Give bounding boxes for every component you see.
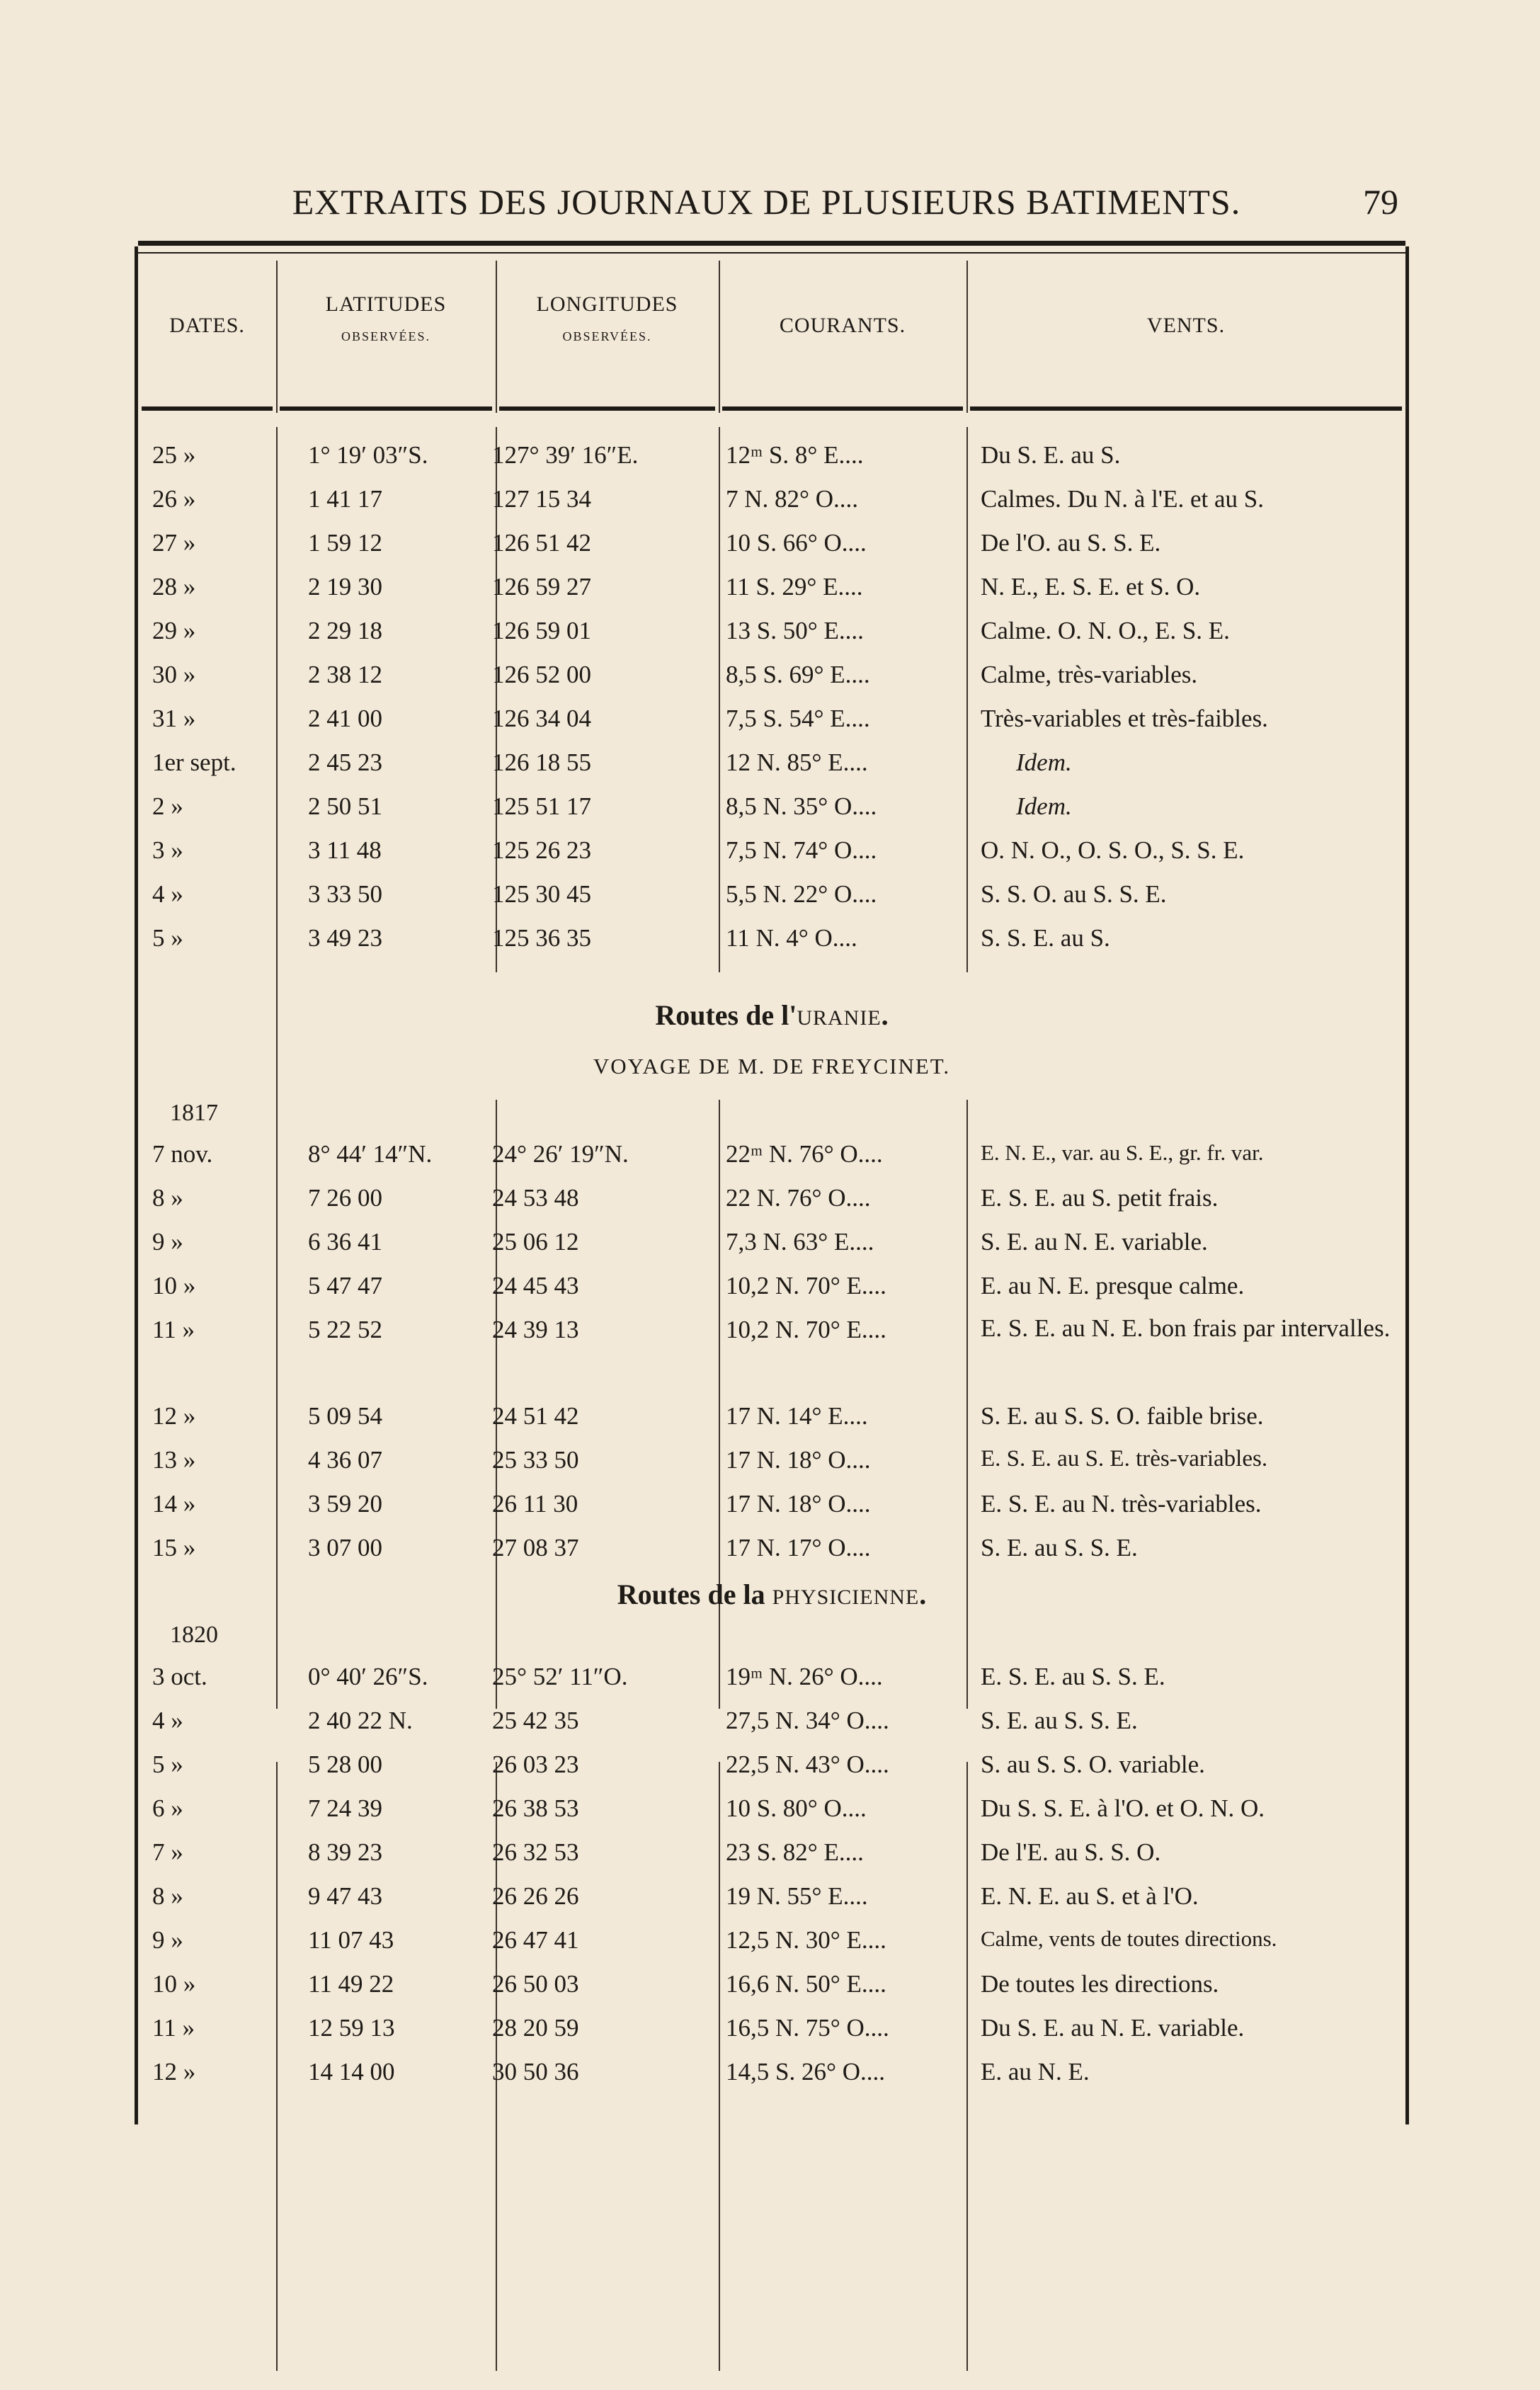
cell-courant: 8,5 N. 35° O.... [726, 792, 877, 820]
table-row [138, 924, 1405, 968]
cell-latitude: 3 33 50 [308, 880, 382, 908]
table-row [138, 1140, 1405, 1184]
cell-longitude: 125 30 45 [492, 880, 591, 908]
cell-date: 8 » [152, 1882, 183, 1910]
cell-latitude: 8 39 23 [308, 1838, 382, 1866]
cell-date: 3 » [152, 836, 183, 864]
cell-courant: 17 N. 17° O.... [726, 1534, 871, 1561]
cell-date: 7 » [152, 1838, 183, 1866]
cell-longitude: 26 38 53 [492, 1794, 579, 1822]
cell-date: 27 » [152, 529, 196, 557]
cell-courant: 7,3 N. 63° E.... [726, 1228, 874, 1256]
cell-date: 12 » [152, 2058, 196, 2085]
page-header [135, 181, 1398, 231]
cell-longitude: 26 50 03 [492, 1970, 579, 1998]
cell-date: 6 » [152, 1794, 183, 1822]
cell-longitude: 127 15 34 [492, 485, 591, 513]
table-frame [135, 246, 1409, 2124]
table-row [138, 1184, 1405, 1228]
table-row [138, 1316, 1405, 1394]
cell-longitude: 126 51 42 [492, 529, 591, 557]
table-row [138, 441, 1405, 485]
cell-courant: 8,5 S. 69° E.... [726, 661, 870, 688]
cell-latitude: 12 59 13 [308, 2014, 395, 2042]
cell-latitude: 5 09 54 [308, 1402, 382, 1430]
table-row [138, 1970, 1405, 2014]
cell-longitude: 26 32 53 [492, 1838, 579, 1866]
cell-date: 13 » [152, 1446, 196, 1474]
cell-date: 4 » [152, 1707, 183, 1734]
cell-courant: 10,2 N. 70° E.... [726, 1272, 886, 1299]
table-row [138, 1446, 1405, 1490]
year-label: 1817 [170, 1100, 218, 1126]
cell-date: 31 » [152, 705, 196, 732]
cell-longitude: 126 59 01 [492, 617, 591, 644]
cell-date: 28 » [152, 573, 196, 601]
cell-date: 26 » [152, 485, 196, 513]
cell-longitude: 24° 26′ 19″N. [492, 1140, 629, 1168]
cell-date: 14 » [152, 1490, 196, 1518]
table-row [138, 1490, 1405, 1534]
cell-vents: S. E. au S. S. O. faible brise. [981, 1402, 1264, 1430]
cell-longitude: 27 08 37 [492, 1534, 579, 1561]
cell-vents: Idem. [1016, 749, 1072, 776]
cell-longitude: 125 26 23 [492, 836, 591, 864]
cell-courant: 17 N. 14° E.... [726, 1402, 868, 1430]
cell-courant: 11 S. 29° E.... [726, 573, 863, 601]
cell-vents: De l'E. au S. S. O. [981, 1838, 1161, 1866]
cell-date: 11 » [152, 2014, 195, 2042]
table-row [138, 1882, 1405, 1926]
table-row [138, 1272, 1405, 1316]
cell-vents: N. E., E. S. E. et S. O. [981, 573, 1201, 601]
cell-date: 8 » [152, 1184, 183, 1212]
cell-courant: 16,5 N. 75° O.... [726, 2014, 889, 2042]
cell-courant: 19ᵐ N. 26° O.... [726, 1663, 883, 1690]
section-title-uranie: Routes de l'URANIE. [655, 999, 889, 1031]
table-row [138, 1228, 1405, 1272]
cell-vents: Idem. [1016, 792, 1072, 820]
table-row [138, 1402, 1405, 1446]
cell-vents: S. E. au N. E. variable. [981, 1228, 1208, 1256]
table-row [138, 661, 1405, 705]
cell-longitude: 26 11 30 [492, 1490, 578, 1518]
column-header-latitudes: LATITUDES OBSERVÉES. [325, 292, 447, 343]
cell-latitude: 14 14 00 [308, 2058, 395, 2085]
table-row [138, 792, 1405, 836]
cell-courant: 5,5 N. 22° O.... [726, 880, 877, 908]
cell-courant: 16,6 N. 50° E.... [726, 1970, 886, 1998]
cell-vents: De toutes les directions. [981, 1970, 1219, 1998]
table-row [138, 1663, 1405, 1707]
table-row [138, 573, 1405, 617]
cell-courant: 7,5 N. 74° O.... [726, 836, 877, 864]
cell-longitude: 30 50 36 [492, 2058, 579, 2085]
cell-date: 12 » [152, 1402, 196, 1430]
cell-latitude: 9 47 43 [308, 1882, 382, 1910]
cell-longitude: 25 06 12 [492, 1228, 579, 1256]
cell-longitude: 24 53 48 [492, 1184, 579, 1212]
cell-date: 5 » [152, 924, 183, 952]
table-row [138, 617, 1405, 661]
cell-vents: S. E. au S. S. E. [981, 1707, 1138, 1734]
table-row [138, 749, 1405, 792]
cell-vents: E. S. E. au S. E. très-variables. [981, 1446, 1268, 1472]
table-row [138, 529, 1405, 573]
cell-latitude: 5 28 00 [308, 1751, 382, 1778]
cell-latitude: 1 59 12 [308, 529, 382, 557]
cell-latitude: 3 49 23 [308, 924, 382, 952]
cell-latitude: 1 41 17 [308, 485, 382, 513]
cell-latitude: 7 26 00 [308, 1184, 382, 1212]
cell-date: 10 » [152, 1272, 196, 1299]
cell-vents: Calme, très-variables. [981, 661, 1198, 688]
cell-date: 25 » [152, 441, 196, 469]
column-header-vents: VENTS. [1146, 314, 1226, 337]
voyage-subtitle: VOYAGE DE M. DE FREYCINET. [593, 1054, 951, 1079]
cell-vents: E. S. E. au S. petit frais. [981, 1184, 1219, 1212]
cell-vents: E. S. E. au S. S. E. [981, 1663, 1165, 1690]
table-row [138, 485, 1405, 529]
cell-courant: 10 S. 80° O.... [726, 1794, 867, 1822]
cell-courant: 19 N. 55° E.... [726, 1882, 868, 1910]
page-title: EXTRAITS DES JOURNAUX DE PLUSIEURS BATIMENTS. [292, 182, 1241, 222]
cell-vents: Du S. S. E. à l'O. et O. N. O. [981, 1794, 1265, 1822]
cell-longitude: 24 45 43 [492, 1272, 579, 1299]
cell-vents: E. N. E. au S. et à l'O. [981, 1882, 1199, 1910]
cell-date: 29 » [152, 617, 196, 644]
cell-latitude: 5 22 52 [308, 1316, 382, 1343]
cell-date: 11 » [152, 1316, 195, 1343]
cell-date: 1er sept. [152, 749, 236, 776]
cell-latitude: 7 24 39 [308, 1794, 382, 1822]
cell-vents: E. S. E. au N. E. bon frais par intervalles. [981, 1314, 1391, 1342]
cell-latitude: 2 29 18 [308, 617, 382, 644]
table-row [138, 1707, 1405, 1751]
cell-longitude: 26 03 23 [492, 1751, 579, 1778]
cell-courant: 13 S. 50° E.... [726, 617, 864, 644]
table-row [138, 1751, 1405, 1794]
cell-longitude: 126 59 27 [492, 573, 591, 601]
cell-date: 3 oct. [152, 1663, 207, 1690]
cell-courant: 14,5 S. 26° O.... [726, 2058, 885, 2085]
cell-vents: O. N. O., O. S. O., S. S. E. [981, 836, 1245, 864]
cell-courant: 7 N. 82° O.... [726, 485, 859, 513]
cell-courant: 11 N. 4° O.... [726, 924, 857, 952]
cell-courant: 22ᵐ N. 76° O.... [726, 1140, 883, 1168]
cell-date: 2 » [152, 792, 183, 820]
cell-latitude: 6 36 41 [308, 1228, 382, 1256]
cell-date: 4 » [152, 880, 183, 908]
column-header-longitudes: LONGITUDES OBSERVÉES. [536, 292, 678, 343]
table-row [138, 880, 1405, 924]
cell-latitude: 2 41 00 [308, 705, 382, 732]
cell-latitude: 5 47 47 [308, 1272, 382, 1299]
cell-latitude: 2 38 12 [308, 661, 382, 688]
cell-latitude: 11 07 43 [308, 1926, 394, 1954]
year-label: 1820 [170, 1622, 218, 1648]
table-row [138, 1926, 1405, 1970]
cell-vents: Du S. E. au S. [981, 441, 1121, 469]
cell-date: 9 » [152, 1228, 183, 1256]
table-row [138, 836, 1405, 880]
cell-longitude: 126 34 04 [492, 705, 591, 732]
column-header-dates: DATES. [169, 314, 245, 337]
table-row [138, 2014, 1405, 2058]
page-number: 79 [1363, 182, 1398, 222]
cell-longitude: 25° 52′ 11″O. [492, 1663, 628, 1690]
cell-vents: Calmes. Du N. à l'E. et au S. [981, 485, 1264, 513]
cell-longitude: 126 52 00 [492, 661, 591, 688]
cell-vents: Calme, vents de toutes directions. [981, 1926, 1277, 1951]
cell-date: 30 » [152, 661, 196, 688]
cell-courant: 22,5 N. 43° O.... [726, 1751, 889, 1778]
cell-latitude: 11 49 22 [308, 1970, 394, 1998]
cell-longitude: 125 51 17 [492, 792, 591, 820]
cell-longitude: 24 39 13 [492, 1316, 579, 1343]
cell-vents: Très-variables et très-faibles. [981, 705, 1268, 732]
cell-date: 9 » [152, 1926, 183, 1954]
cell-vents: S. au S. S. O. variable. [981, 1751, 1205, 1778]
cell-latitude: 2 45 23 [308, 749, 382, 776]
column-header-courants: COURANTS. [779, 314, 906, 337]
cell-latitude: 4 36 07 [308, 1446, 382, 1474]
cell-courant: 12,5 N. 30° E.... [726, 1926, 886, 1954]
cell-latitude: 8° 44′ 14″N. [308, 1140, 433, 1168]
cell-vents: E. N. E., var. au S. E., gr. fr. var. [981, 1140, 1264, 1165]
table-row [138, 705, 1405, 749]
cell-vents: E. au N. E. presque calme. [981, 1272, 1245, 1299]
cell-vents: Calme. O. N. O., E. S. E. [981, 617, 1230, 644]
cell-longitude: 25 42 35 [492, 1707, 579, 1734]
cell-courant: 12 N. 85° E.... [726, 749, 868, 776]
table-row [138, 1794, 1405, 1838]
cell-latitude: 0° 40′ 26″S. [308, 1663, 428, 1690]
cell-longitude: 26 26 26 [492, 1882, 579, 1910]
cell-vents: E. S. E. au N. très-variables. [981, 1490, 1262, 1518]
cell-courant: 10,2 N. 70° E.... [726, 1316, 886, 1343]
cell-longitude: 24 51 42 [492, 1402, 579, 1430]
cell-courant: 17 N. 18° O.... [726, 1446, 871, 1474]
cell-date: 7 nov. [152, 1140, 213, 1168]
cell-latitude: 1° 19′ 03″S. [308, 441, 428, 469]
table-row [138, 2058, 1405, 2102]
cell-latitude: 3 59 20 [308, 1490, 382, 1518]
cell-date: 5 » [152, 1751, 183, 1778]
cell-latitude: 2 19 30 [308, 573, 382, 601]
cell-courant: 22 N. 76° O.... [726, 1184, 871, 1212]
cell-courant: 10 S. 66° O.... [726, 529, 867, 557]
cell-longitude: 26 47 41 [492, 1926, 579, 1954]
cell-vents: S. E. au S. S. E. [981, 1534, 1138, 1561]
table-row [138, 1838, 1405, 1882]
cell-latitude: 3 07 00 [308, 1534, 382, 1561]
cell-date: 10 » [152, 1970, 196, 1998]
cell-vents: Du S. E. au N. E. variable. [981, 2014, 1245, 2042]
cell-courant: 17 N. 18° O.... [726, 1490, 871, 1518]
cell-latitude: 2 50 51 [308, 792, 382, 820]
cell-vents: S. S. E. au S. [981, 924, 1110, 952]
cell-courant: 23 S. 82° E.... [726, 1838, 864, 1866]
cell-longitude: 28 20 59 [492, 2014, 579, 2042]
cell-courant: 27,5 N. 34° O.... [726, 1707, 889, 1734]
cell-date: 15 » [152, 1534, 196, 1561]
cell-longitude: 127° 39′ 16″E. [492, 441, 639, 469]
cell-latitude: 2 40 22 N. [308, 1707, 413, 1734]
cell-vents: E. au N. E. [981, 2058, 1090, 2085]
section-title-physicienne: Routes de la PHYSICIENNE. [617, 1578, 927, 1610]
cell-courant: 12ᵐ S. 8° E.... [726, 441, 864, 469]
cell-longitude: 25 33 50 [492, 1446, 579, 1474]
cell-courant: 7,5 S. 54° E.... [726, 705, 870, 732]
cell-longitude: 126 18 55 [492, 749, 591, 776]
cell-vents: S. S. O. au S. S. E. [981, 880, 1167, 908]
table-row [138, 1534, 1405, 1578]
cell-latitude: 3 11 48 [308, 836, 382, 864]
cell-vents: De l'O. au S. S. E. [981, 529, 1161, 557]
cell-longitude: 125 36 35 [492, 924, 591, 952]
